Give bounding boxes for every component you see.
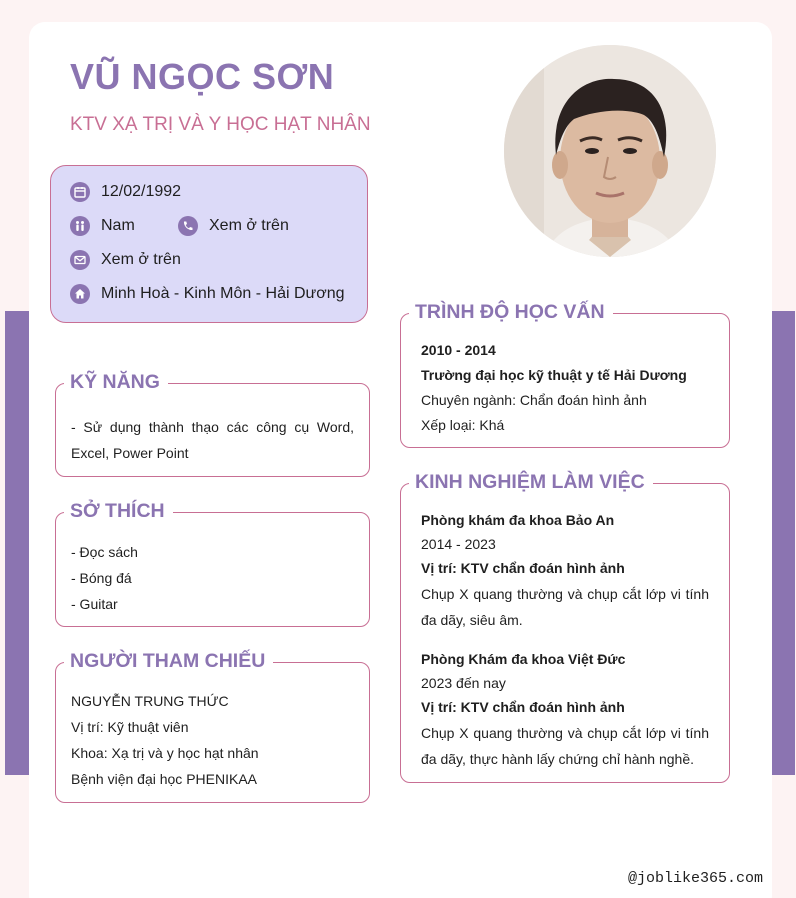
email-value: Xem ở trên	[101, 251, 181, 268]
address-row	[70, 284, 345, 304]
job-company: Phòng khám đa khoa Bảo An	[421, 512, 615, 528]
gender-icon	[70, 216, 90, 236]
reference-department: Khoa: Xạ trị và y học hạt nhân	[71, 745, 259, 761]
home-icon	[70, 284, 90, 304]
education-major: Chuyên ngành: Chẩn đoán hình ảnh	[421, 392, 647, 408]
education-grade: Xếp loại: Khá	[421, 417, 505, 433]
email-row	[70, 250, 181, 270]
hobby-item: - Guitar	[71, 596, 118, 612]
job-position: Vị trí: KTV chẩn đoán hình ảnh	[421, 560, 625, 576]
address-value: Minh Hoà - Kinh Môn - Hải Dương	[101, 285, 345, 302]
experience-job	[421, 647, 709, 772]
hobby-item: - Đọc sách	[71, 544, 138, 560]
reference-section	[55, 650, 370, 803]
job-company: Phòng Khám đa khoa Việt Đức	[421, 651, 626, 667]
birthday-value: 12/02/1992	[101, 183, 182, 200]
job-description: Chụp X quang thường và chụp cắt lớp vi tính đa dãy, thực hành lấy chứng chỉ hành nghề.	[421, 725, 709, 767]
experience-job	[421, 508, 709, 633]
hobby-item: - Bóng đá	[71, 570, 132, 586]
calendar-icon	[70, 182, 90, 202]
hobbies-section	[55, 500, 370, 627]
experience-section	[400, 471, 730, 783]
right-accent-band	[772, 311, 795, 775]
job-description: Chụp X quang thường và chụp cắt lớp vi tính đa dãy, siêu âm.	[421, 586, 709, 628]
job-period: 2014 - 2023	[421, 536, 496, 552]
reference-hospital: Bệnh viện đại học PHENIKAA	[71, 771, 257, 787]
skills-title: KỸ NĂNG	[64, 369, 168, 395]
education-section	[400, 301, 730, 448]
profile-photo	[504, 45, 716, 257]
gender-row	[70, 216, 135, 236]
job-position: Vị trí: KTV chẩn đoán hình ảnh	[421, 699, 625, 715]
job-period: 2023 đến nay	[421, 675, 506, 691]
education-period: 2010 - 2014	[421, 342, 496, 358]
gender-value: Nam	[101, 217, 135, 234]
candidate-name: VŨ NGỌC SƠN	[70, 56, 335, 97]
hobbies-title: SỞ THÍCH	[64, 498, 173, 524]
birthday-row	[70, 182, 181, 202]
experience-title: KINH NGHIỆM LÀM VIỆC	[409, 469, 653, 495]
education-school: Trường đại học kỹ thuật y tế Hải Dương	[421, 367, 687, 383]
watermark-text: @joblike365.com	[628, 870, 764, 887]
education-title: TRÌNH ĐỘ HỌC VẤN	[409, 299, 613, 325]
left-accent-band	[5, 311, 29, 775]
phone-icon	[178, 216, 198, 236]
phone-row	[178, 216, 289, 236]
reference-title: NGƯỜI THAM CHIẾU	[64, 648, 273, 674]
mail-icon	[70, 250, 90, 270]
reference-position: Vị trí: Kỹ thuật viên	[71, 719, 189, 735]
skills-text: - Sử dụng thành thạo các công cụ Word, Excel, Power Point	[71, 419, 354, 461]
reference-name: NGUYỄN TRUNG THỨC	[71, 693, 229, 709]
job-title: KTV XẠ TRỊ VÀ Y HỌC HẠT NHÂN	[70, 114, 371, 135]
skills-section	[55, 371, 370, 477]
phone-value: Xem ở trên	[209, 217, 289, 234]
